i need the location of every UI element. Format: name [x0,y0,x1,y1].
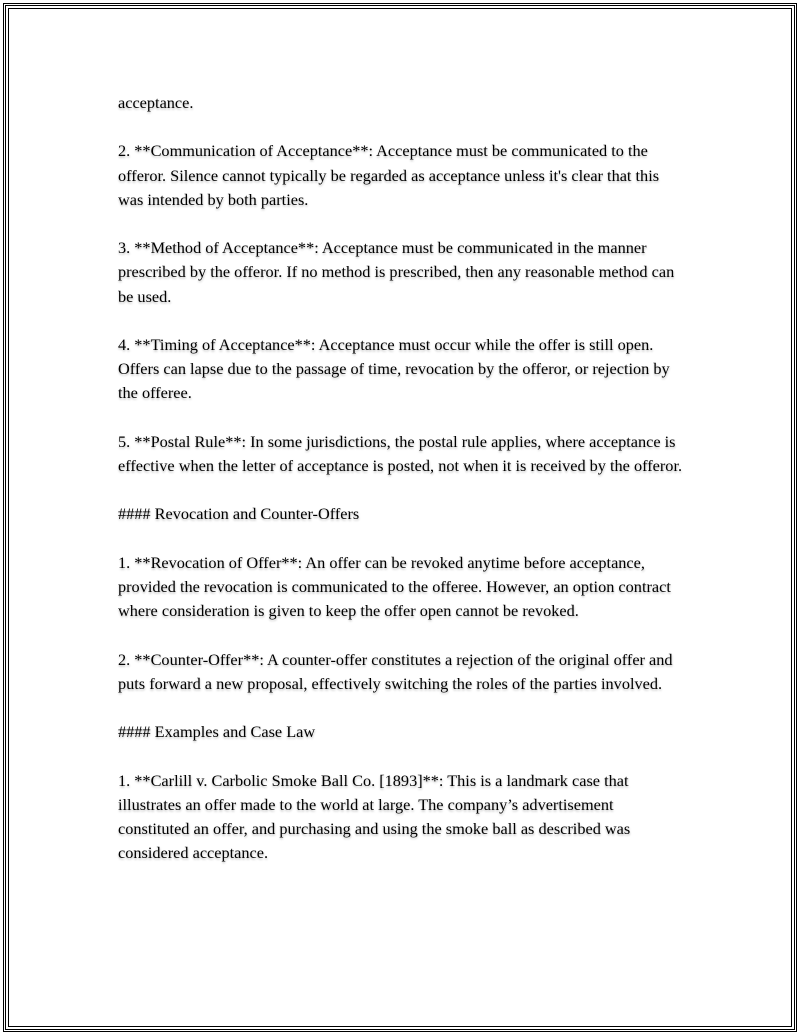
paragraph-carlill-case: 1. **Carlill v. Carbolic Smoke Ball Co. [1893]**: This is a landmark case that illustrates an offer made to the world at large. The company’s advertisement constituted an offer, and purchasing and using the smoke ball as described was considered acceptance. [118,770,631,863]
paragraph-counter-offer: 2. **Counter-Offer**: A counter-offer constitutes a rejection of the original offer and puts forward a new proposal, effectively switching the roles of the parties involved. [118,649,673,693]
paragraph-revocation-of-offer: 1. **Revocation of Offer**: An offer can be revoked anytime before acceptance, provided the revocation is communicated to the offeree. However, an option contract where consideration is given to keep the offer open cannot be revoked. [118,552,671,621]
paragraph-postal-rule: 5. **Postal Rule**: In some jurisdictions, the postal rule applies, where acceptance is effective when the letter of acceptance is posted, not when it is received by the offeror. [118,431,683,475]
paragraph-method-of-acceptance: 3. **Method of Acceptance**: Acceptance must be communicated in the manner prescribed by the offeror. If no method is prescribed, then any reasonable method can be used. [118,238,675,306]
section-heading-examples: #### Examples and Case Law [118,722,316,742]
paragraph-communication-of-acceptance: 2. **Communication of Acceptance**: Acceptance must be communicated to the offeror. Silence cannot typically be regarded as acceptance unless it's clear that this was intended by both parties. [118,141,660,209]
paragraph-continuation: acceptance. [118,93,194,112]
document-body [118,91,688,890]
paragraph-timing-of-acceptance: 4. **Timing of Acceptance**: Acceptance must occur while the offer is still open. Offers can lapse due to the passage of time, revocation by the offeror, or rejection by the offeree. [118,334,670,403]
section-heading-revocation: #### Revocation and Counter-Offers [118,504,360,524]
